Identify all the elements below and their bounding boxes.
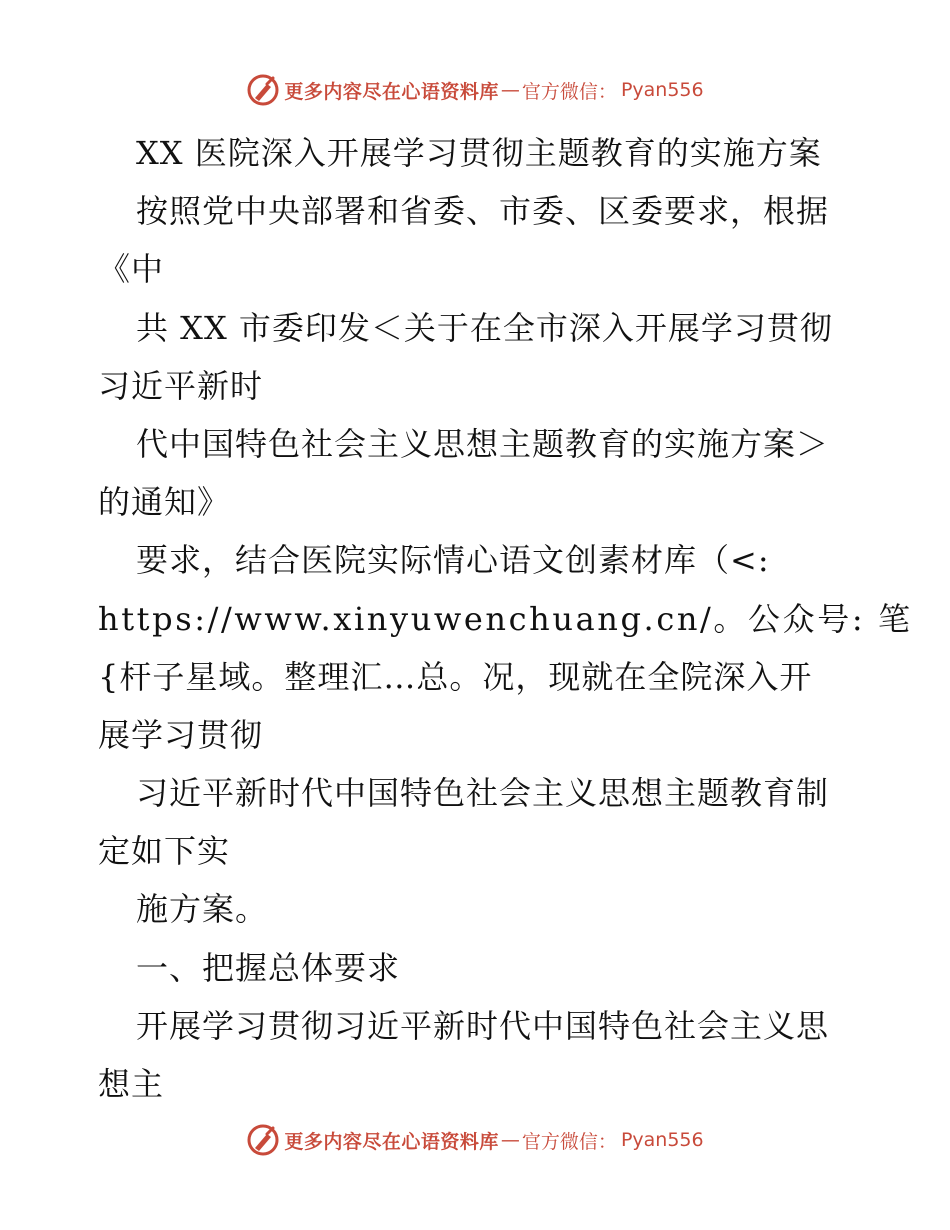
paragraph-line: 习近平新时代中国特色社会主义思想主题教育制: [136, 774, 830, 813]
banner-wechat-label: 官方微信：: [521, 80, 617, 103]
banner-separator: —: [500, 79, 520, 101]
paragraph-line: 的通知》: [98, 483, 231, 522]
banner-separator: —: [500, 1129, 520, 1151]
banner-wechat-label: 官方微信：: [521, 1130, 617, 1153]
document-title: XX 医院深入开展学习贯彻主题教育的实施方案: [136, 134, 822, 172]
section-heading: 一、把握总体要求: [136, 948, 401, 987]
paragraph-line: 展学习贯彻: [98, 715, 264, 754]
footer-watermark-banner: [0, 1120, 950, 1160]
paragraph-line: 共 XX 市委印发＜关于在全市深入开展学习贯彻: [136, 308, 833, 347]
paragraph-line: 按照党中央部署和省委、市委、区委要求，根据: [136, 192, 830, 231]
paragraph-line-url: https://www.xinyuwenchuang.cn/。公众号: 笔: [98, 599, 913, 638]
banner-text: 更多内容尽在心语资料库: [284, 1130, 499, 1153]
document-body: [98, 124, 913, 1113]
paragraph-line: 习近平新时: [98, 366, 264, 405]
paragraph-line: 开展学习贯彻习近平新时代中国特色社会主义思: [136, 1006, 830, 1045]
banner-wechat-id: Pyan556: [620, 1129, 704, 1151]
pen-circle-icon: [246, 73, 280, 107]
pen-circle-icon: [246, 1123, 280, 1157]
paragraph-line: 《中: [98, 250, 165, 289]
banner-text: 更多内容尽在心语资料库: [284, 80, 499, 103]
banner-wechat-id: Pyan556: [620, 79, 704, 101]
paragraph-line: 要求，结合医院实际情心语文创素材库（<:: [136, 541, 770, 580]
header-watermark-banner: [0, 70, 950, 110]
paragraph-line: 代中国特色社会主义思想主题教育的实施方案＞: [136, 424, 830, 463]
paragraph-line: 想主: [98, 1065, 165, 1103]
paragraph-line: 施方案。: [136, 890, 269, 929]
paragraph-line: {杆子星域。整理汇…总。况，现就在全院深入开: [98, 657, 813, 696]
paragraph-line: 定如下实: [98, 832, 231, 871]
